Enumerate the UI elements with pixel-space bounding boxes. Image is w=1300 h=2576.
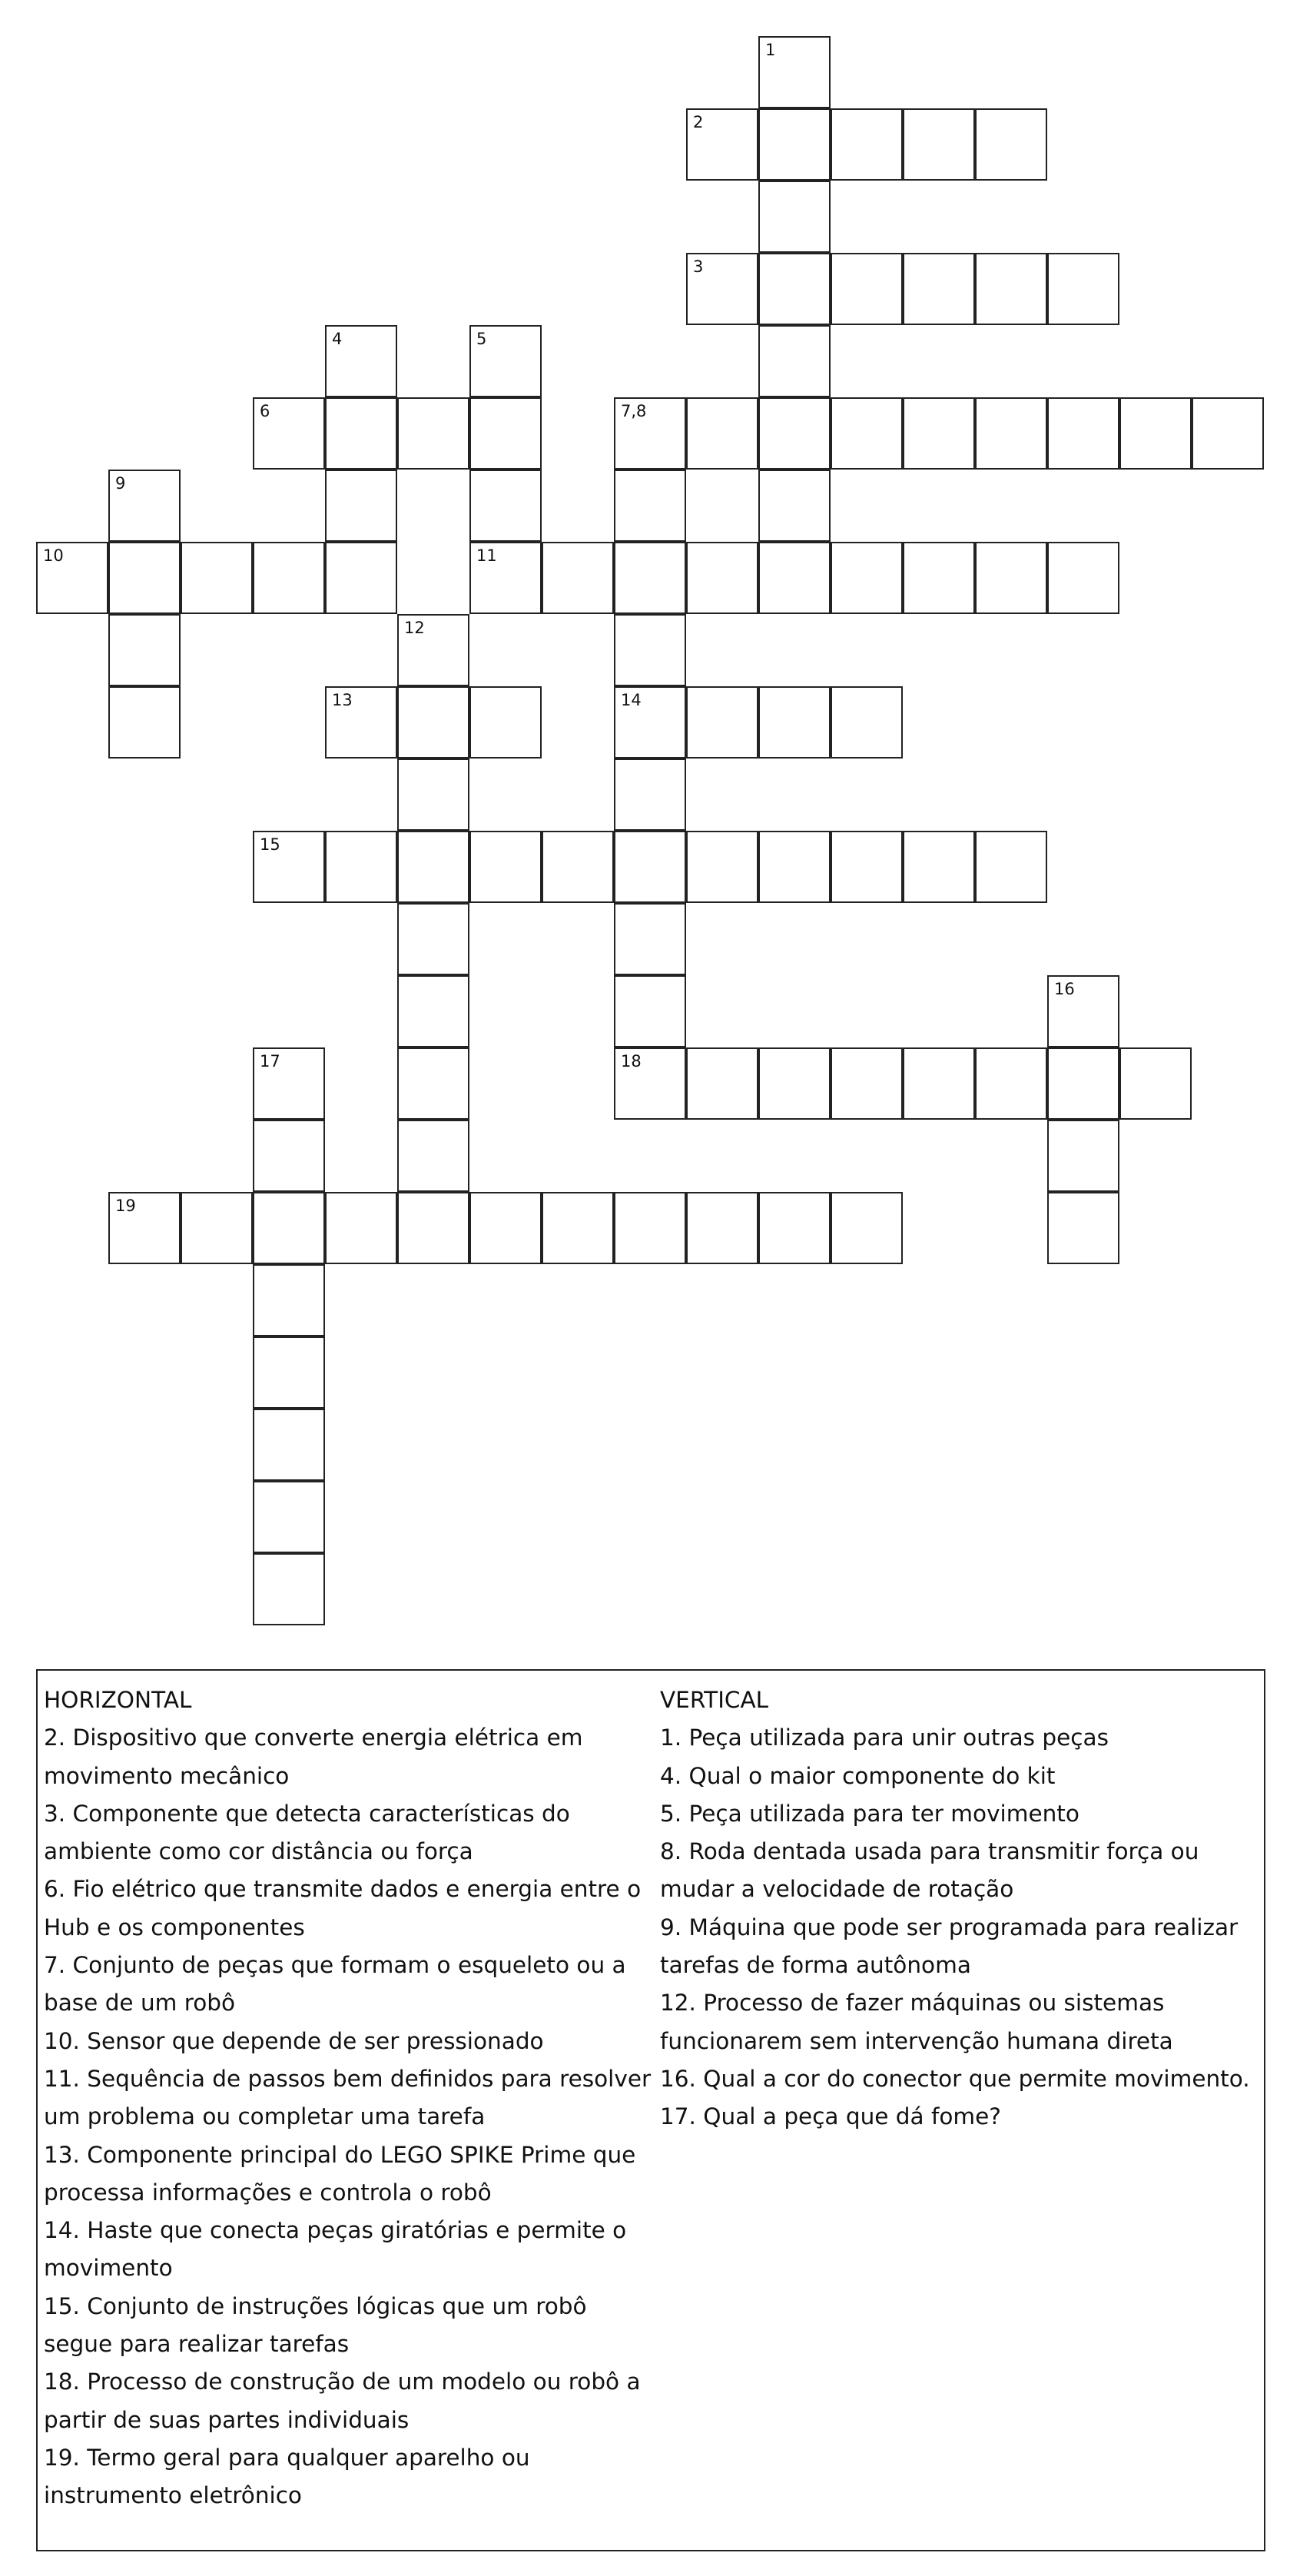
clue-number: 4 [332,330,343,348]
clues-box [36,1669,1265,2551]
grid-cell[interactable] [975,542,1047,614]
grid-cell[interactable] [108,542,181,614]
clue-v-5: 5. Peça utilizada para ter movimento [660,1800,1079,1827]
grid-cell[interactable] [325,470,397,542]
clue-number: 14 [621,691,642,709]
grid-cell[interactable] [758,1047,831,1120]
grid-cell[interactable] [758,253,831,325]
grid-cell[interactable] [614,470,686,542]
grid-cell[interactable] [831,108,903,181]
grid-cell[interactable] [975,253,1047,325]
grid-cell[interactable] [469,686,542,759]
vertical-clues [660,1681,1259,2136]
clue-h-18: 18. Processo de construção de um modelo ou robô a partir de suas partes individuais [44,2369,641,2433]
grid-cell[interactable] [253,1120,325,1192]
clue-h-2: 2. Dispositivo que converte energia elétrica em movimento mecânico [44,1725,583,1789]
grid-cell[interactable] [903,108,975,181]
clue-number: 19 [115,1197,136,1215]
grid-cell[interactable] [903,1047,975,1120]
grid-cell[interactable] [397,831,469,903]
grid-cell[interactable] [397,759,469,831]
grid-cell[interactable] [397,397,469,470]
grid-cell[interactable] [686,397,758,470]
grid-cell[interactable] [758,397,831,470]
grid-cell[interactable] [903,542,975,614]
grid-cell[interactable] [253,1192,325,1264]
grid-cell[interactable] [686,108,758,181]
horizontal-clues [44,1681,658,2515]
grid-cell[interactable] [758,831,831,903]
grid-cell[interactable] [397,903,469,975]
grid-cell[interactable] [614,686,686,759]
grid-cell[interactable] [542,831,614,903]
grid-cell[interactable] [542,542,614,614]
grid-cell[interactable] [397,1192,469,1264]
grid-cell[interactable] [831,1192,903,1264]
grid-cell[interactable] [975,397,1047,470]
clue-number: 9 [115,474,126,493]
grid-cell[interactable] [469,470,542,542]
grid-cell[interactable] [614,831,686,903]
grid-cell[interactable] [1047,1120,1119,1192]
grid-cell[interactable] [1047,1047,1119,1120]
grid-cell[interactable] [469,542,542,614]
clue-h-10: 10. Sensor que depende de ser pressionado [44,2027,544,2054]
clue-number: 12 [404,619,425,637]
grid-cell[interactable] [469,831,542,903]
grid-cell[interactable] [253,1047,325,1120]
grid-cell[interactable] [397,614,469,686]
grid-cell[interactable] [325,686,397,759]
grid-cell[interactable] [253,1409,325,1481]
grid-cell[interactable] [36,542,108,614]
grid-cell[interactable] [614,975,686,1047]
grid-cell[interactable] [831,397,903,470]
clue-h-14: 14. Haste que conecta peças giratórias e permite o movimento [44,2217,627,2282]
clue-number: 16 [1054,980,1075,998]
clue-number: 1 [765,41,776,59]
grid-cell[interactable] [831,542,903,614]
grid-cell[interactable] [469,325,542,397]
grid-cell[interactable] [975,831,1047,903]
grid-cell[interactable] [975,1047,1047,1120]
grid-cell[interactable] [1047,542,1119,614]
clue-h-13: 13. Componente principal do LEGO SPIKE Prime que processa informações e controla o robô [44,2141,636,2206]
clue-h-19: 19. Termo geral para qualquer aparelho ou instrumento eletrônico [44,2444,530,2509]
horizontal-heading: HORIZONTAL [44,1687,192,1713]
grid-cell[interactable] [614,397,686,470]
grid-cell[interactable] [758,470,831,542]
clue-number: 18 [621,1052,642,1071]
grid-cell[interactable] [903,831,975,903]
grid-cell[interactable] [614,614,686,686]
grid-cell[interactable] [686,686,758,759]
grid-cell[interactable] [469,397,542,470]
grid-cell[interactable] [831,686,903,759]
clue-v-4: 4. Qual o maior componente do kit [660,1762,1056,1789]
grid-cell[interactable] [325,831,397,903]
clue-number: 10 [43,546,64,565]
grid-cell[interactable] [686,1192,758,1264]
vertical-heading: VERTICAL [660,1687,769,1713]
grid-cell[interactable] [253,542,325,614]
clue-h-11: 11. Sequência de passos bem definidos para resolver um problema ou completar uma tarefa [44,2065,652,2130]
clue-v-12: 12. Processo de fazer máquinas ou sistemas funcionarem sem intervenção humana direta [660,1990,1173,2054]
clue-number: 2 [693,113,704,131]
grid-cell[interactable] [253,1336,325,1409]
grid-cell[interactable] [253,1264,325,1336]
grid-cell[interactable] [542,1192,614,1264]
grid-cell[interactable] [397,975,469,1047]
grid-cell[interactable] [614,542,686,614]
grid-cell[interactable] [614,903,686,975]
grid-cell[interactable] [686,1047,758,1120]
clue-number: 17 [260,1052,280,1071]
grid-cell[interactable] [758,325,831,397]
grid-cell[interactable] [758,686,831,759]
clue-v-16: 16. Qual a cor do conector que permite movimento. [660,2065,1250,2092]
grid-cell[interactable] [614,1047,686,1120]
grid-cell[interactable] [758,542,831,614]
grid-cell[interactable] [758,181,831,253]
grid-cell[interactable] [181,542,253,614]
clue-v-8: 8. Roda dentada usada para transmitir força ou mudar a velocidade de rotação [660,1838,1199,1903]
grid-cell[interactable] [181,1192,253,1264]
clue-number: 15 [260,835,280,854]
clue-h-6: 6. Fio elétrico que transmite dados e energia entre o Hub e os componentes [44,1876,642,1940]
clue-number: 5 [476,330,487,348]
grid-cell[interactable] [325,1192,397,1264]
grid-cell[interactable] [975,108,1047,181]
grid-cell[interactable] [469,1192,542,1264]
grid-cell[interactable] [325,397,397,470]
grid-cell[interactable] [758,36,831,108]
grid-cell[interactable] [397,686,469,759]
grid-cell[interactable] [903,397,975,470]
grid-cell[interactable] [1047,1192,1119,1264]
clue-number: 13 [332,691,353,709]
clue-number: 11 [476,546,497,565]
grid-cell[interactable] [686,542,758,614]
grid-cell[interactable] [253,831,325,903]
grid-cell[interactable] [108,614,181,686]
grid-cell[interactable] [325,542,397,614]
clue-v-9: 9. Máquina que pode ser programada para realizar tarefas de forma autônoma [660,1914,1239,1979]
grid-cell[interactable] [253,1553,325,1625]
grid-cell[interactable] [1047,253,1119,325]
grid-cell[interactable] [108,1192,181,1264]
grid-cell[interactable] [1047,975,1119,1047]
grid-cell[interactable] [614,1192,686,1264]
grid-cell[interactable] [397,1120,469,1192]
grid-cell[interactable] [1119,397,1192,470]
clue-number: 6 [260,402,270,420]
grid-cell[interactable] [903,253,975,325]
grid-cell[interactable] [397,1047,469,1120]
clue-number: 3 [693,257,704,276]
grid-cell[interactable] [253,1481,325,1553]
clue-v-1: 1. Peça utilizada para unir outras peças [660,1725,1109,1751]
clue-h-7: 7. Conjunto de peças que formam o esqueleto ou a base de um robô [44,1952,626,2017]
grid-cell[interactable] [1192,397,1264,470]
grid-cell[interactable] [614,759,686,831]
grid-cell[interactable] [831,831,903,903]
clue-number: 7,8 [621,402,647,420]
grid-cell[interactable] [758,1192,831,1264]
grid-cell[interactable] [686,253,758,325]
clue-h-15: 15. Conjunto de instruções lógicas que um robô segue para realizar tarefas [44,2292,587,2358]
grid-cell[interactable] [108,686,181,759]
grid-cell[interactable] [1047,397,1119,470]
grid-cell[interactable] [831,253,903,325]
grid-cell[interactable] [325,325,397,397]
grid-cell[interactable] [831,1047,903,1120]
clue-v-17: 17. Qual a peça que dá fome? [660,2103,1001,2130]
grid-cell[interactable] [253,397,325,470]
grid-cell[interactable] [108,470,181,542]
grid-cell[interactable] [1119,1047,1192,1120]
clue-h-3: 3. Componente que detecta características do ambiente como cor distância ou força [44,1800,570,1865]
grid-cell[interactable] [686,831,758,903]
grid-cell[interactable] [758,108,831,181]
